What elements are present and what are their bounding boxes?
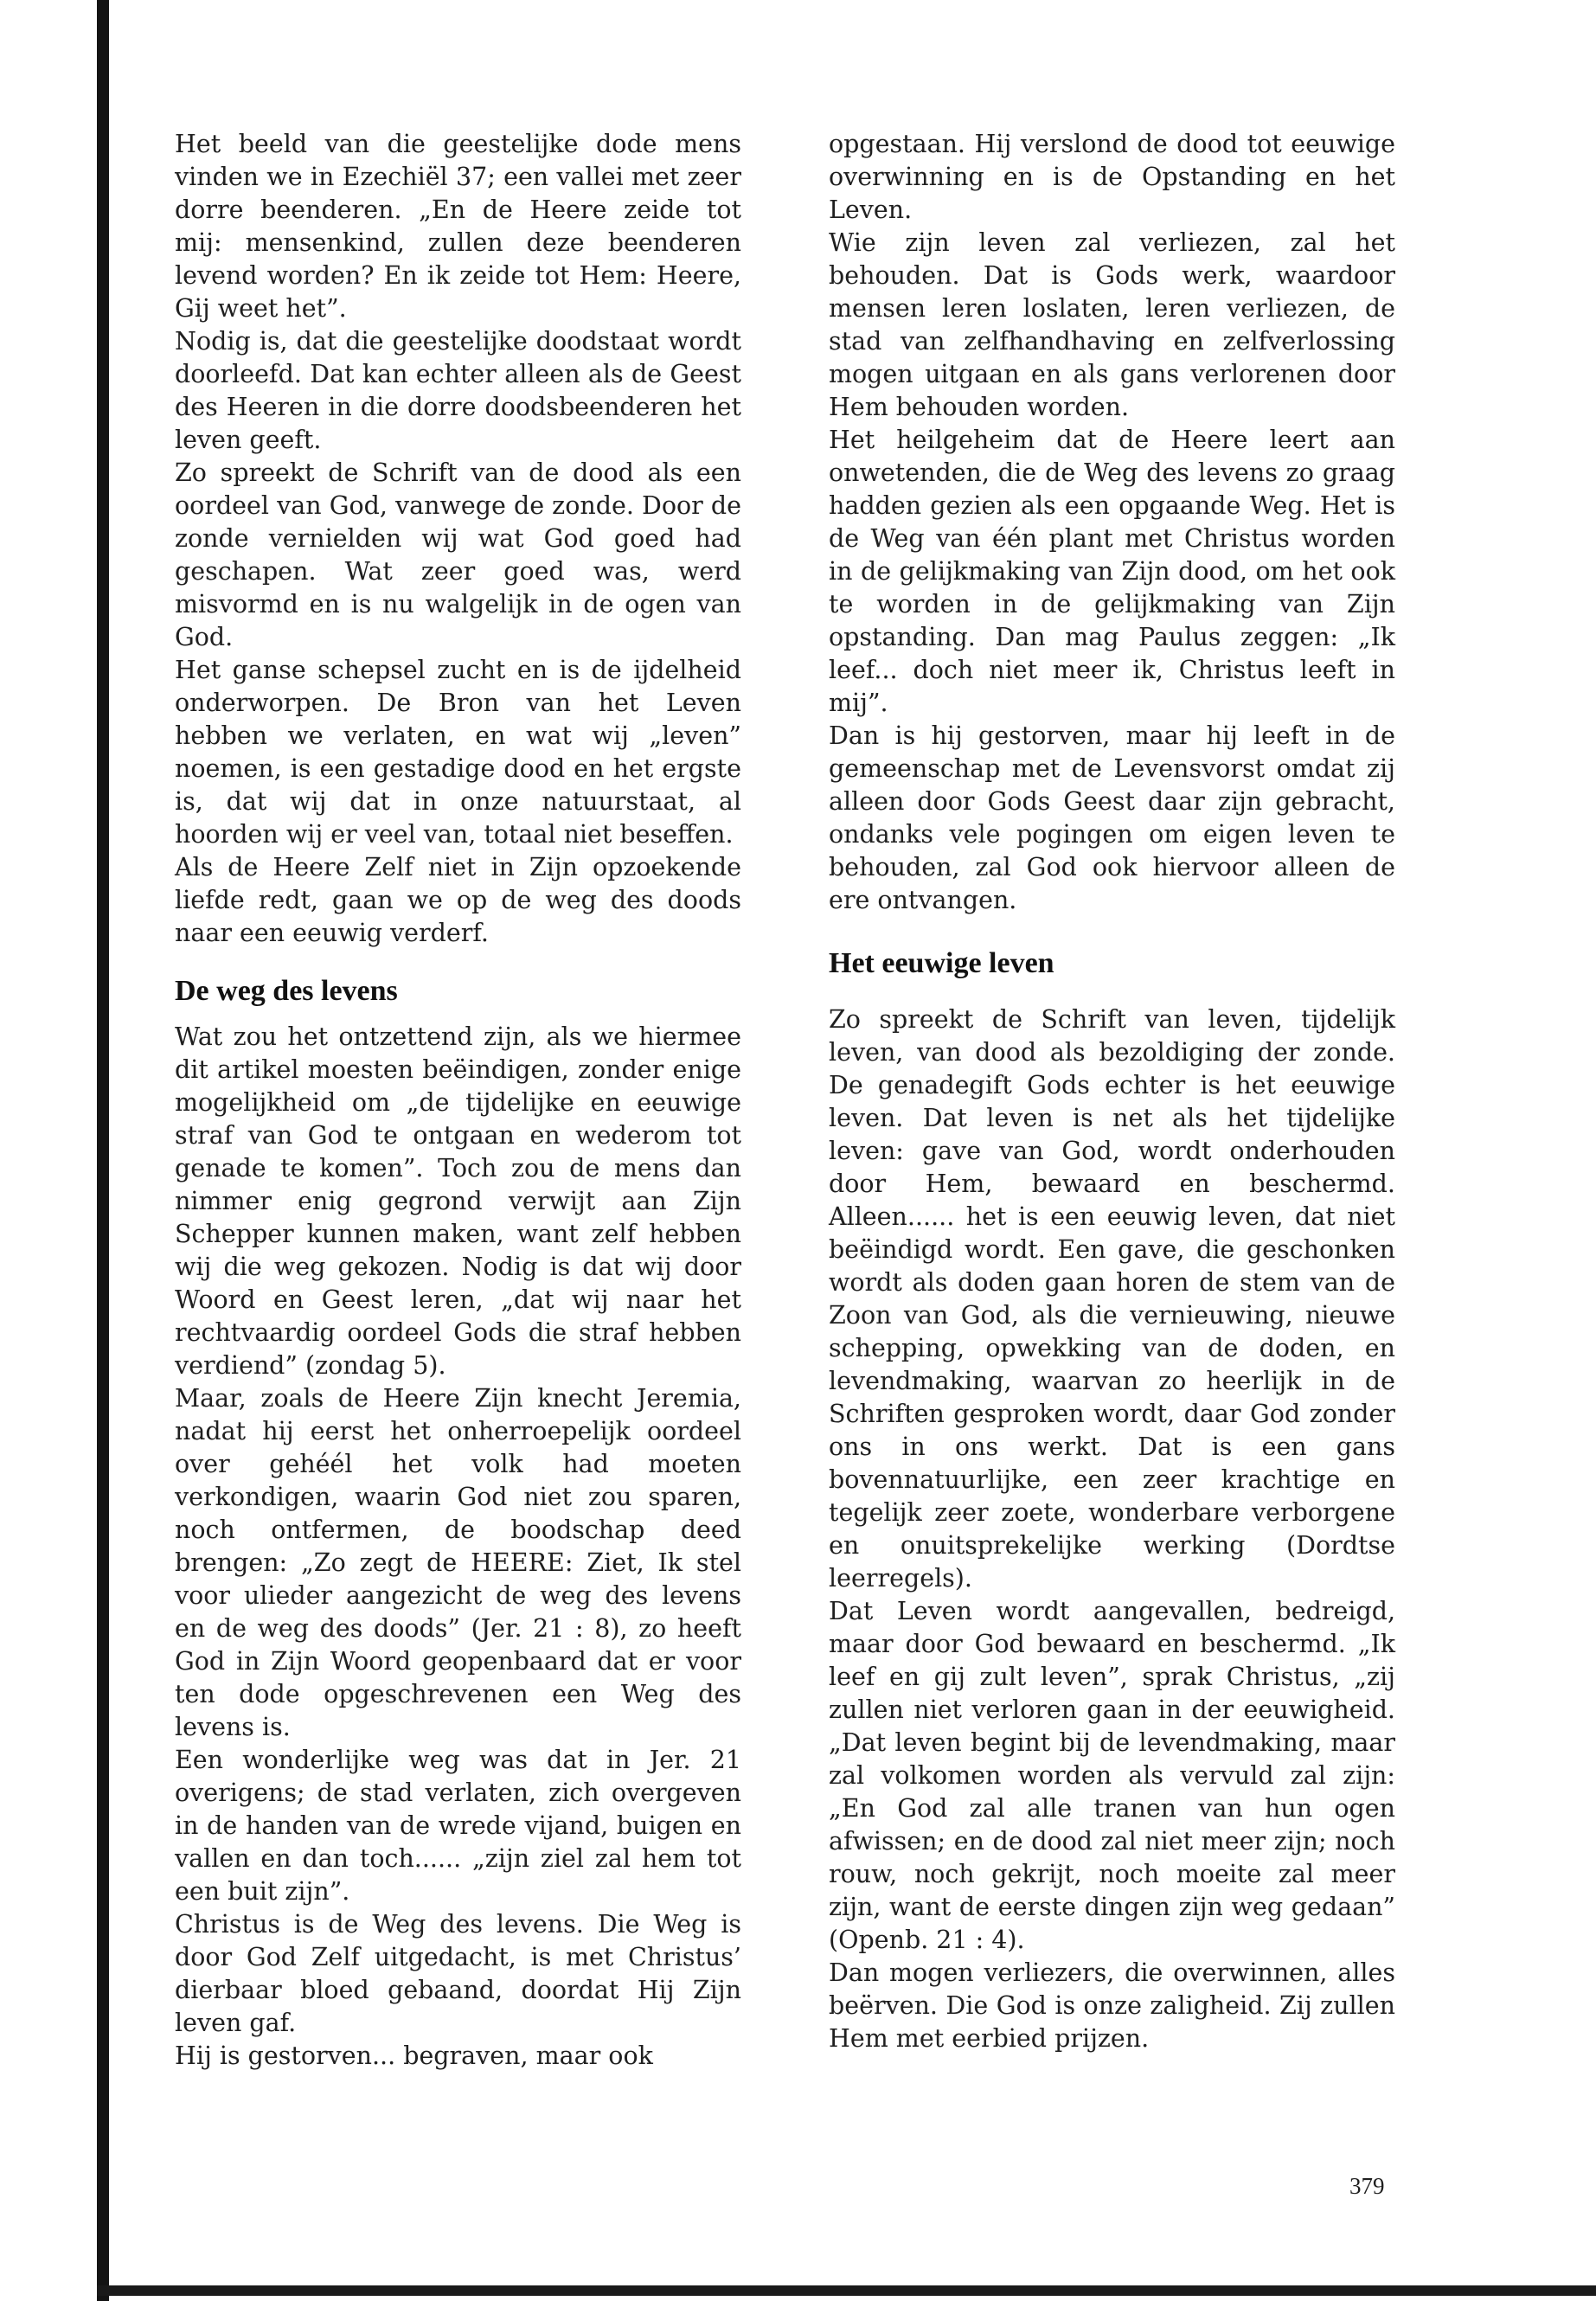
section-heading-het-eeuwige-leven: Het eeuwige leven [829,947,1054,979]
paragraph: Christus is de Weg des levens. Die Weg is door God Zelf uitgedacht, is met Christus’ dierbaar bloed gebaand, doordat Hij Zijn leven gaf. [175,1910,741,2037]
paragraph: Maar, zoals de Heere Zijn knecht Jeremia, nadat hij eerst het onherroepelijk oordeel over gehéél het volk had moeten verkondigen, waarin God niet zou sparen, noch ontfermen, de boodschap deed brengen: „Zo zegt de HEERE: Ziet, Ik stel voor ulieder aangezicht de weg des levens en de weg des doods” (Jer. 21 : 8), zo heeft God in Zijn Woord geopenbaard dat er voor ten dode opgeschrevenen een Weg des levens is. [175,1384,741,1741]
paragraph: Als de Heere Zelf niet in Zijn opzoekende liefde redt, gaan we op de weg des doods naar een eeuwig verderf. [175,853,741,947]
section-heading-de-weg-des-levens: De weg des levens [175,975,398,1007]
paragraph: Dat Leven wordt aangevallen, bedreigd, maar door God bewaard en beschermd. „Ik leef en gij zult leven”, sprak Christus, „zij zullen niet verloren gaan in der eeuwigheid. „Dat leven begint bij de levendmaking, maar zal volkomen worden als vervuld zal zijn: „En God zal alle tranen van hun ogen afwissen; en de dood zal niet meer zijn; noch rouw, noch gekrijt, noch moeite zal meer zijn, want de eerste dingen zijn weg gedaan” (Openb. 21 : 4). [829,1597,1395,1954]
paragraph: Het heilgeheim dat de Heere leert aan onwetenden, die de Weg des levens zo graag hadden gezien als een opgaande Weg. Het is de Weg van één plant met Christus worden in de gelijkmaking van Zijn dood, om het ook te worden in de gelijkmaking van Zijn opstanding. Dan mag Paulus zeggen: „Ik leef... doch niet meer ik, Christus leeft in mij”. [829,426,1395,717]
paragraph: Hij is gestorven... begraven, maar ook [175,2041,653,2070]
paragraph: Het ganse schepsel zucht en is de ijdelheid onderworpen. De Bron van het Leven hebben we verlaten, en wat wij „leven” noemen, is een gestadige dood en het ergste is, dat wij dat in onze natuurstaat, al hoorden wij er veel van, totaal niet beseffen. [175,656,741,849]
paragraph: Wat zou het ontzettend zijn, als we hiermee dit artikel moesten beëindigen, zonder enige mogelijkheid om „de tijdelijke en eeuwige straf van God te ontgaan en wederom tot genade te komen”. Toch zou de mens dan nimmer enig gegrond verwijt aan Zijn Schepper kunnen maken, want zelf hebben wij die weg gekozen. Nodig is dat wij door Woord en Geest leren, „dat wij naar het rechtvaardig oordeel Gods die straf hebben verdiend” (zondag 5). [175,1022,741,1380]
bottom-edge-shadow [97,2285,1596,2296]
binding-edge-shadow [97,0,109,2301]
paragraph: Een wonderlijke weg was dat in Jer. 21 overigens; de stad verlaten, zich overgeven in de handen van de wrede vijand, buigen en vallen en dan toch...... „zijn ziel zal hem tot een buit zijn”. [175,1746,741,1906]
paragraph: Zo spreekt de Schrift van de dood als een oordeel van God, vanwege de zonde. Door de zonde vernielden wij wat God goed had geschapen. Wat zeer goed was, werd misvormd en is nu walgelijk in de ogen van God. [175,458,741,651]
left-column [175,128,741,2073]
paragraph: Dan is hij gestorven, maar hij leeft in de gemeenschap met de Levensvorst omdat zij alleen door Gods Geest daar zijn gebracht, ondanks vele pogingen om eigen leven te behouden, zal God ook hiervoor alleen de ere ontvangen. [829,721,1395,914]
paragraph: opgestaan. Hij verslond de dood tot eeuwige overwinning en is de Opstanding en het Leven. [829,130,1395,224]
paragraph: Nodig is, dat die geestelijke doodstaat wordt doorleefd. Dat kan echter alleen als de Geest des Heeren in die dorre doodsbeenderen het leven geeft. [175,327,741,454]
paragraph: Het beeld van die geestelijke dode mens vinden we in Ezechiël 37; een vallei met zeer dorre beenderen. „En de Heere zeide tot mij: mensenkind, zullen deze beenderen levend worden? En ik zeide tot Hem: Heere, Gij weet het”. [175,130,741,323]
paragraph: Dan mogen verliezers, die overwinnen, alles beërven. Die God is onze zaligheid. Zij zullen Hem met eerbied prijzen. [829,1958,1395,2053]
page-number: 379 [1349,2173,1385,2199]
right-column [829,128,1395,2055]
paragraph: Zo spreekt de Schrift van leven, tijdelijk leven, van dood als bezoldiging der zonde. De genadegift Gods echter is het eeuwige leven. Dat leven is net als het tijdelijke leven: gave van God, wordt onderhouden door Hem, bewaard en beschermd. Alleen...... het is een eeuwig leven, dat niet beëindigd wordt. Een gave, die geschonken wordt als doden gaan horen de stem van de Zoon van God, als die vernieuwing, nieuwe schepping, opwekking van de doden, en levendmaking, waarvan zo heerlijk in de Schriften gesproken wordt, daar God zonder ons in ons werkt. Dat is een gans bovennatuurlijke, een zeer krachtige en tegelijk zeer zoete, wonderbare verborgene en onuitsprekelijke werking (Dordtse leerregels). [829,1005,1395,1593]
paragraph: Wie zijn leven zal verliezen, zal het behouden. Dat is Gods werk, waardoor mensen leren loslaten, leren verliezen, de stad van zelfhandhaving en zelfverlossing mogen uitgaan en als gans verlorenen door Hem behouden worden. [829,228,1395,421]
